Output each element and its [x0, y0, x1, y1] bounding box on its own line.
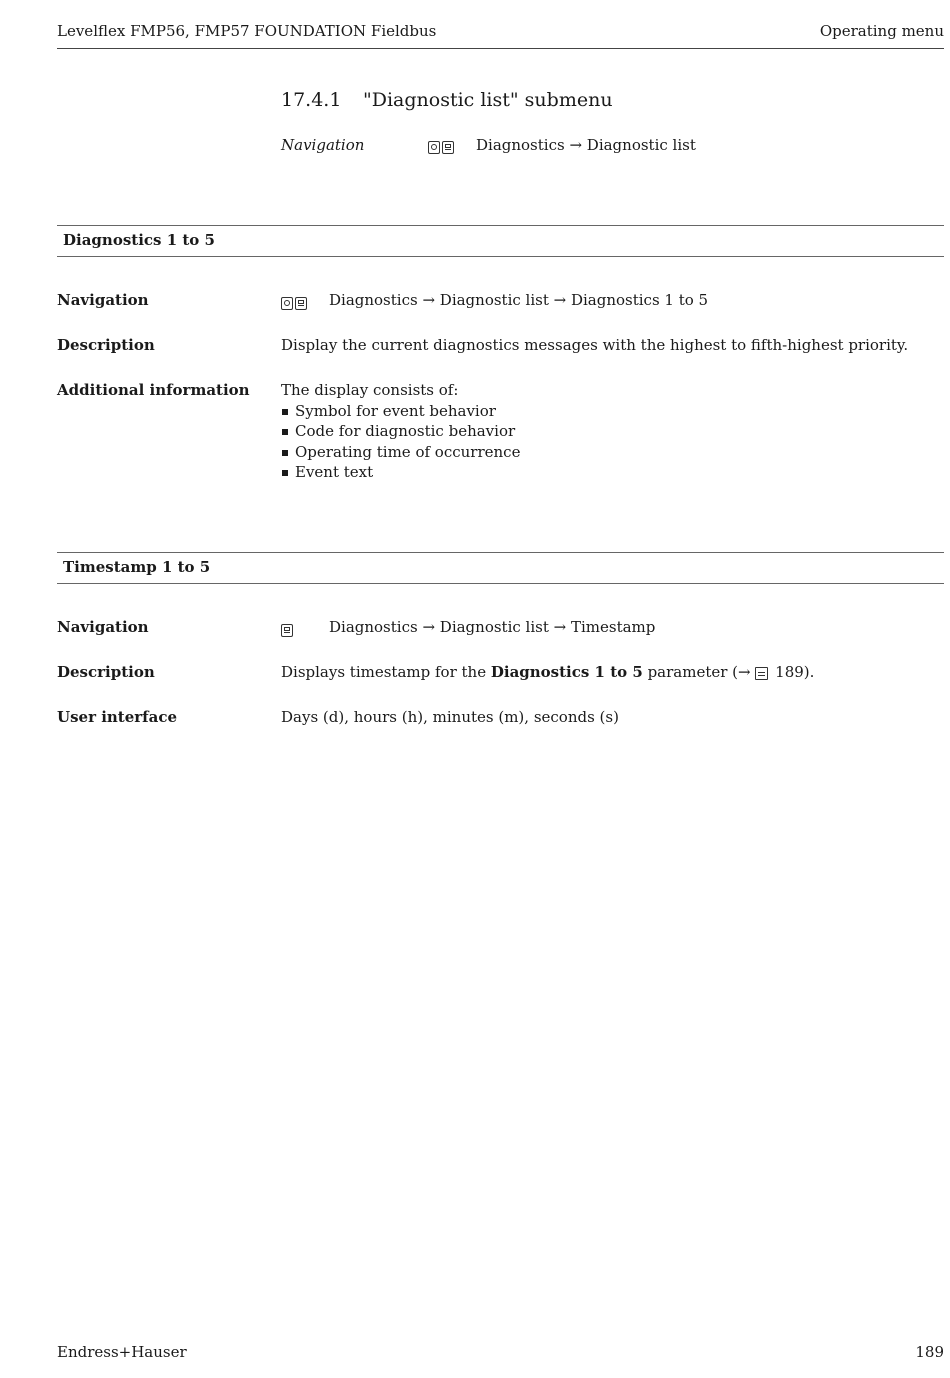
display-icon: [442, 141, 454, 154]
description-label: Description: [57, 336, 155, 354]
page-reference-icon: [755, 667, 768, 680]
navigation-label: Navigation: [281, 136, 365, 154]
navigation-icons: [281, 292, 329, 313]
section-heading: [281, 89, 613, 111]
header-title: Levelflex FMP56, FMP57 FOUNDATION Fieldbus: [57, 22, 437, 40]
section-number: 17.4.1: [281, 89, 342, 111]
list-item: Code for diagnostic behavior: [281, 421, 944, 442]
description-text: [281, 662, 944, 683]
additional-info-label: Additional information: [57, 381, 250, 399]
navigation-value: [281, 617, 944, 640]
info-intro: The display consists of:: [281, 381, 459, 399]
navigation-path: Diagnostics → Diagnostic list: [476, 136, 696, 154]
navigation-icons: [428, 137, 476, 155]
description-label: Description: [57, 663, 155, 681]
navigation-path: Diagnostics → Diagnostic list → Timestamp: [329, 618, 656, 636]
navigation-icons: [281, 619, 329, 640]
footer-brand: Endress+Hauser: [57, 1343, 187, 1361]
additional-info-value: [281, 380, 944, 483]
navigation-value: [281, 290, 944, 313]
parameter-heading-band: [57, 225, 944, 257]
description-text: Display the current diagnostics messages with the highest to fifth-highest priority.: [281, 336, 909, 354]
section-navigation: [281, 136, 696, 155]
list-item: Operating time of occurrence: [281, 442, 944, 463]
section-title: "Diagnostic list" submenu: [363, 89, 613, 111]
info-list: [281, 401, 944, 483]
display-icon: [295, 297, 307, 310]
header-rule: [57, 48, 944, 49]
description-post: parameter (→: [642, 663, 756, 681]
navigation-path: Diagnostics → Diagnostic list → Diagnostics 1 to 5: [329, 291, 709, 309]
parameter-title: Diagnostics 1 to 5: [63, 231, 215, 249]
page-reference[interactable]: 189).: [775, 663, 815, 681]
parameter-heading-band: [57, 552, 944, 584]
parameter-title: Timestamp 1 to 5: [63, 558, 211, 576]
display-icon: [281, 624, 293, 637]
list-item: Symbol for event behavior: [281, 401, 944, 422]
navigation-label: Navigation: [57, 291, 149, 309]
list-item: Event text: [281, 462, 944, 483]
navigation-label: Navigation: [57, 618, 149, 636]
header-section: Operating menu: [819, 22, 944, 40]
description-pre: Displays timestamp for the: [281, 663, 491, 681]
parameter-reference[interactable]: Diagnostics 1 to 5: [490, 663, 643, 681]
operating-tool-icon: [281, 297, 293, 310]
page-number: 189: [915, 1343, 944, 1361]
user-interface-value: Days (d), hours (h), minutes (m), seconds (s): [281, 708, 619, 726]
user-interface-label: User interface: [57, 708, 178, 726]
operating-tool-icon: [428, 141, 440, 154]
